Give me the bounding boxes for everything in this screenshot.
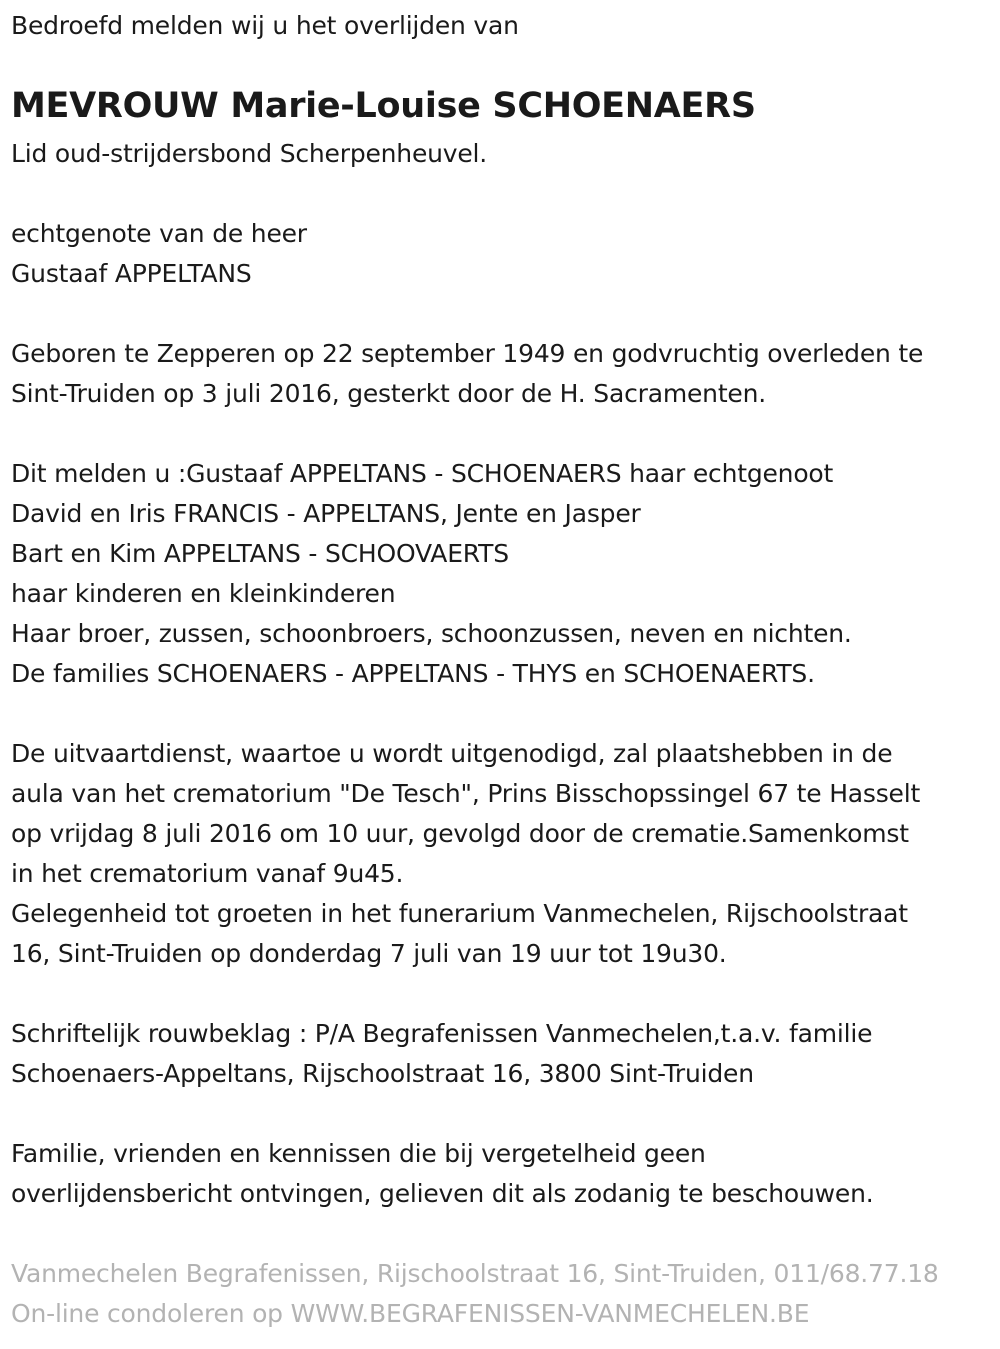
spouse-block: [11, 214, 307, 294]
note-line: Familie, vrienden en kennissen die bij vergetelheid geen: [11, 1139, 706, 1168]
service-line: aula van het crematorium "De Tesch", Prins Bisschopssingel 67 te Hasselt: [11, 779, 921, 808]
family-line: Bart en Kim APPELTANS - SCHOOVAERTS: [11, 539, 509, 568]
deceased-role-block: [11, 134, 487, 174]
birth-death-paragraph: [11, 334, 923, 414]
service-line: 16, Sint-Truiden op donderdag 7 juli van 19 uur tot 19u30.: [11, 939, 727, 968]
note-line: overlijdensbericht ontvingen, gelieven dit als zodanig te beschouwen.: [11, 1179, 874, 1208]
undertaker-contact: Vanmechelen Begrafenissen, Rijschoolstraat 16, Sint-Truiden, 011/68.77.18: [11, 1259, 939, 1288]
intro-text: Bedroefd melden wij u het overlijden van: [11, 11, 519, 40]
undertaker-footer: [11, 1254, 939, 1334]
notice-note-paragraph: [11, 1134, 874, 1214]
condolence-line: Schoenaers-Appeltans, Rijschoolstraat 16, 3800 Sint-Truiden: [11, 1059, 754, 1088]
family-line: haar kinderen en kleinkinderen: [11, 579, 396, 608]
service-line: De uitvaartdienst, waartoe u wordt uitgenodigd, zal plaatshebben in de: [11, 739, 893, 768]
service-line: op vrijdag 8 juli 2016 om 10 uur, gevolgd door de crematie.Samenkomst: [11, 819, 909, 848]
service-line: in het crematorium vanaf 9u45.: [11, 859, 404, 888]
deceased-role: Lid oud-strijdersbond Scherpenheuvel.: [11, 139, 488, 168]
family-paragraph: [11, 454, 852, 694]
funeral-service-paragraph: [11, 734, 920, 974]
family-line: Haar broer, zussen, schoonbroers, schoonzussen, neven en nichten.: [11, 619, 852, 648]
condolence-mail-paragraph: [11, 1014, 872, 1094]
spouse-line: echtgenote van de heer: [11, 219, 307, 248]
birth-death-line: Geboren te Zepperen op 22 september 1949 en godvruchtig overleden te: [11, 339, 924, 368]
service-line: Gelegenheid tot groeten in het funerarium Vanmechelen, Rijschoolstraat: [11, 899, 908, 928]
condolence-line: Schriftelijk rouwbeklag : P/A Begrafenissen Vanmechelen,t.a.v. familie: [11, 1019, 873, 1048]
family-line: De families SCHOENAERS - APPELTANS - THYS en SCHOENAERTS.: [11, 659, 815, 688]
spouse-name: Gustaaf APPELTANS: [11, 259, 252, 288]
family-line: Dit melden u :Gustaaf APPELTANS - SCHOENAERS haar echtgenoot: [11, 459, 834, 488]
online-condolence-link[interactable]: On-line condoleren op WWW.BEGRAFENISSEN-VANMECHELEN.BE: [11, 1299, 810, 1328]
deceased-name: MEVROUW Marie-Louise SCHOENAERS: [11, 86, 756, 126]
family-line: David en Iris FRANCIS - APPELTANS, Jente en Jasper: [11, 499, 641, 528]
birth-death-line: Sint-Truiden op 3 juli 2016, gesterkt door de H. Sacramenten.: [11, 379, 766, 408]
